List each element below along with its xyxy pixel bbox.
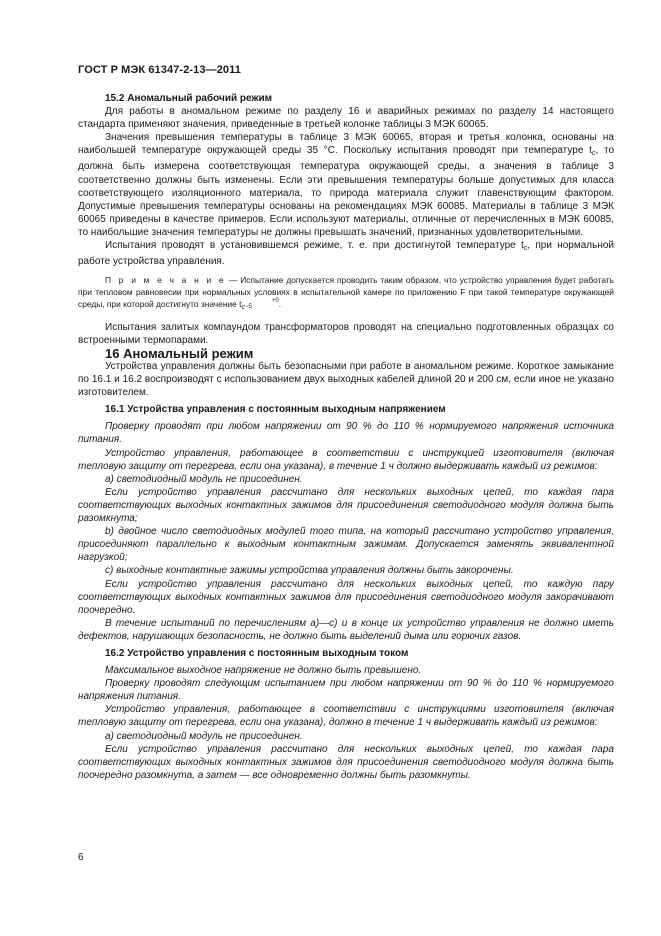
section-16-heading: 16 Аномальный режим bbox=[105, 345, 254, 361]
section-16-2-heading: 16.2 Устройство управления с постоянным выходным током bbox=[105, 647, 409, 659]
paragraph: Если устройство управления рассчитано для нескольких выходных цепей, то каждую пару соответствующих выходных контактных зажимов для присоединения светодиодного модуля закорачивают поочередно. bbox=[78, 578, 614, 616]
document-header: ГОСТ Р МЭК 61347-2-13—2011 bbox=[78, 64, 241, 76]
page-number: 6 bbox=[78, 852, 84, 863]
list-item: c) выходные контактные зажимы устройства управления должны быть закорочены. bbox=[105, 565, 514, 577]
paragraph: Испытания проводят в установившемся режиме, т. е. при достигнутой температуре $t_c$, при нормальной работе устройства управления. bbox=[78, 240, 614, 268]
list-item: b) двойное число светодиодных модулей того типа, на который рассчитано устройство управления, присоединяют параллельно к выходным контактным зажимам. Допускается заменять эквивалентной нагрузкой; bbox=[78, 526, 614, 564]
document-body bbox=[78, 92, 614, 782]
paragraph: Если устройство управления рассчитано для нескольких выходных цепей, то каждая пара соответствующих выходных контактных зажимов для присоединения светодиодного модуля должна быть поочередно разомкнута, а затем — все одновременно должны быть разомкнуты. bbox=[78, 743, 614, 781]
paragraph: Проверку проводят при любом напряжении от 90 % до 110 % нормируемого напряжения источника питания. bbox=[78, 421, 614, 446]
list-item: а) светодиодный модуль не присоединен. bbox=[105, 473, 303, 485]
paragraph: Максимальное выходное напряжение не должно быть превышено. bbox=[105, 665, 422, 677]
list-item: а) светодиодный модуль не присоединен. bbox=[105, 730, 303, 742]
note: П р и м е ч а н и е — Испытание допускается проводить таким образом, что устройство управления будет работать при тепловом равновесии при нормальных условиях в испытательной камере по приложению F при такой температуре окружающей среды, при которой достигнуто значение $t_c+0$ −5 . bbox=[78, 275, 615, 312]
paragraph: Устройства управления должны быть безопасными при работе в аномальном режиме. Короткое замыкание по 16.1 и 16.2 воспроизводят с использованием двух выходных кабелей длиной 20 и 200 см, если иное не указано изготовителем. bbox=[78, 361, 614, 399]
paragraph: Значения превышения температуры в таблице 3 МЭК 60065, вторая и третья колонка, основаны на наибольшей температуре окружающей среды 35 °C. Поскольку испытания проводят при температуре $t_c$, то должна быть измерена соответствующая температура окружающей среды, а значения в таблице 3 соответственно должны быть изменены. Если эти превышения температуры больше допустимых для класса соответствующего изоляционного материала, то природа материала служит главенствующим фактором. Допустимые превышения температуры основаны на рекомендациях МЭК 60085. Материалы в таблице 3 МЭК 60065 приведены в качестве примеров. Если используют материалы, отличные от перечисленных в МЭК 60085, то наибольшие значения температуры не должны превышать значений, признанных удовлетворительными. bbox=[78, 132, 615, 238]
paragraph: В течение испытаний по перечислениям а)—c) и в конце их устройство управления не должно иметь дефектов, нарушающих безопасность, не должно быть выделений дыма или горючих газов. bbox=[78, 617, 614, 642]
paragraph: Проверку проводят следующим испытанием при любом напряжении от 90 % до 110 % нормируемого напряжения питания. bbox=[78, 678, 614, 703]
section-16-1-heading: 16.1 Устройства управления с постоянным выходным напряжением bbox=[105, 404, 446, 416]
paragraph: Устройство управления, работающее в соответствии с инструкцией изготовителя (включая тепловую защиту от перегрева, если она указана), в течение 1 ч должно выдерживать каждый из режимов: bbox=[78, 447, 614, 472]
paragraph: Для работы в аномальном режиме по разделу 16 и аварийных режимах по разделу 14 настоящего стандарта применяют значения, приведенные в третьей колонке таблицы 3 МЭК 60065. bbox=[78, 106, 614, 131]
paragraph: Устройство управления, работающее в соответствии с инструкциями изготовителя (включая тепловую защиту от перегрева, если она указана), должно в течение 1 ч выдерживать каждый из режимов: bbox=[78, 704, 614, 729]
paragraph: Если устройство управления рассчитано для нескольких выходных цепей, то каждая пара соответствующих выходных контактных зажимов для присоединения светодиодного модуля должна быть разомкнута; bbox=[78, 486, 614, 525]
note-label: П р и м е ч а н и е bbox=[105, 275, 226, 286]
section-15-2-heading: 15.2 Аномальный рабочий режим bbox=[105, 93, 273, 104]
paragraph: Испытания залитых компаундом трансформаторов проводят на специально подготовленных образцах со встроенными термопарами. bbox=[78, 321, 614, 346]
